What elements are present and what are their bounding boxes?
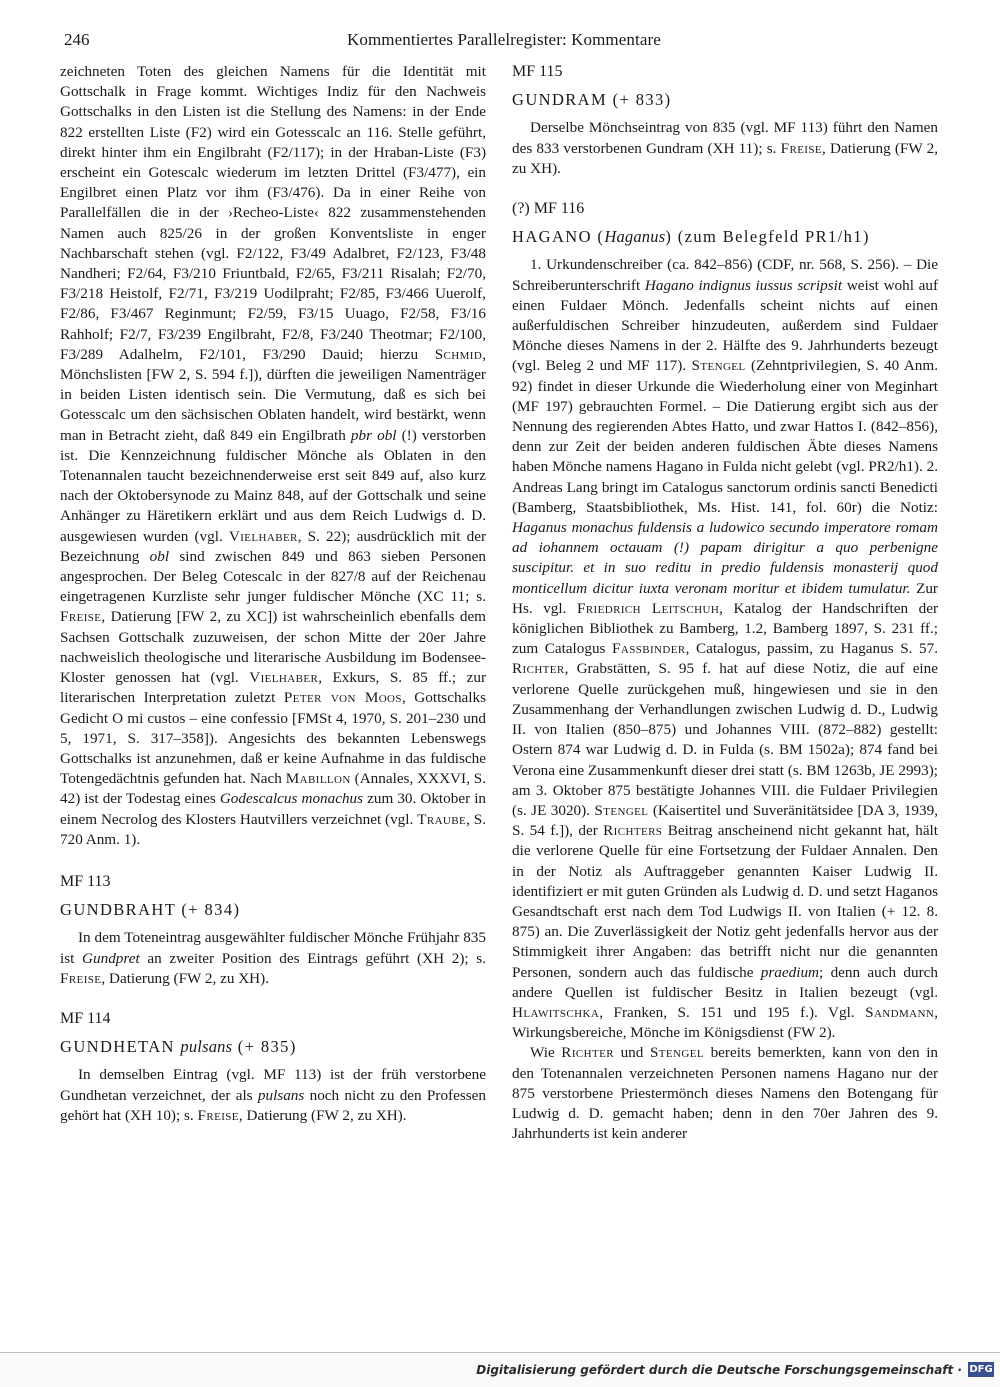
paragraph-hagano-continued: Wie Richter und Stengel bereits bemerkten, kann von den in den Totenannalen verzeichneten Personen namens Hagano nur der 875 verstorbene Priestermönch dieses Namens den Botengang für Ludwig d. D. gemacht haben; denn in den 70er Jahren des 9. Jahrhunderts ist kein anderer <box>512 1044 939 1143</box>
funding-notice: Digitalisierung gefördert durch die Deutsche Forschungsgemeinschaft · <box>476 1363 962 1377</box>
paragraph-mf116: 1. Urkundenschreiber (ca. 842–856) (CDF, nr. 568, S. 256). – Die Schreiberunterschrift Hagano indignus iussus scripsit weist wohl auf einen Fuldaer Mönch. Jedenfalls scheint nichts auf einen außerfuldischen Schreiber hinzudeuten, außerdem sind Fuldaer Mönche dieses Namens in der 2. Hälfte des 9. Jahrhunderts bezeugt (vgl. Beleg 2 und MF 117). Stengel (Zehntprivilegien, S. 40 Anm. 92) findet in dieser Urkunde die Wiederholung einer von Meginhart (MF 197) gebrauchten Formel. – Die Datierung ergibt sich aus der Nennung des regierenden Abtes Hatto, und zwar Hattos I. (842–856), denn zur Zeit der beiden anderen fuldischen Äbte dieses Namens haben Mönche namens Hagano in Fulda nicht gelebt (vgl. PR2/h1). 2. Andreas Lang bringt im Catalogus sanctorum ordinis sancti Benedicti (Bamberg, Staatsbibliothek, Ms. Hist. 141, fol. 60r) die Notiz: Haganus monachus fuldensis a ludowico secundo imperatore romam ad iohannem octauam (!) papam dirigitur a quo perbenigne suscipitur. et in suo reditu in predio fuldensis monasterij quod monticellum dicitur iuxta veronam moritur et ibidem tumulatur. Zur Hs. vgl. Friedrich Leitschuh, Katalog der Handschriften der königlichen Bibliothek zu Bamberg, 1.2, Bamberg 1897, S. 231 ff.; zum Catalogus Fassbinder, Catalogus, passim, zu Haganus S. 57. Richter, Grabstätten, S. 95 f. hat auf diese Notiz, die auf eine verlorene Quelle zurückgehen muß, hingewiesen und sie in den Zusammenhang der Verhandlungen zwischen Ludwig d. D., Ludwig II. von Italien (850–875) und Johannes VIII. (872–882) gestellt: Ostern 874 war Ludwig d. D. in Fulda (s. BM 1502a); 874 fand bei Verona eine Zusammenkunft dieser drei statt (s. BM 1263b, JE 2993); am 3. Oktober 875 bestätigte Johannes VIII. die Fuldaer Privilegien (s. JE 3020). Stengel (Kaisertitel und Suveränitätsidee [DA 3, 1939, S. 54 f.]), der Richters Beitrag anscheinend nicht gekannt hat, hält die verlorene Quelle für eine Fortsetzung der Fuldaer Annalen. Den in der Notiz als Auftraggeber genannten Kaiser Ludwig II. identifiziert er mit guten Gründen als Ludwig d. D. und setzt Haganos Gesandtschaft erst nach dem Tod Ludwigs II. von Italien (+ 12. 8. 875) an. Die Zuverlässigkeit der Notiz geht jedenfalls hervor aus der Stimmigkeit ihrer Angaben: das betrifft nicht nur die genannten Personen, sondern auch das fuldische praedium; denn auch durch andere Quellen ist fuldischer Besitz in Italien bezeugt (vgl. Hlawitschka, Franken, S. 151 und 195 f.). Vgl. Sandmann, Wirkungsbereiche, Mönche im Königsdienst (FW 2). <box>512 256 939 1042</box>
paragraph-mf114: In demselben Eintrag (vgl. MF 113) ist der früh verstorbene Gundhetan verzeichnet, der als pulsans noch nicht zu den Professen gehört hat (XH 10); s. Freise, Datierung (FW 2, zu XH). <box>60 1066 486 1124</box>
entry-code-mf114: MF 114 <box>60 1009 111 1027</box>
entry-heading-gundbraht: GUNDBRAHT (+ 834) <box>60 900 241 920</box>
paragraph-mf115: Derselbe Mönchseintrag von 835 (vgl. MF 113) führt den Namen des 833 verstorbenen Gundram (XH 11); s. Freise, Datierung (FW 2, zu XH). <box>512 119 938 177</box>
entry-heading-hagano: HAGANO (Haganus) (zum Belegfeld PR1/h1) <box>512 227 870 247</box>
footer-bar <box>0 1352 1000 1387</box>
entry-heading-gundhetan: GUNDHETAN pulsans (+ 835) <box>60 1037 297 1057</box>
entry-heading-gundram: GUNDRAM (+ 833) <box>512 90 672 110</box>
left-column <box>60 62 486 1126</box>
dfg-logo: DFG <box>969 1364 993 1375</box>
entry-code-mf115: MF 115 <box>512 63 563 80</box>
running-head: Kommentiertes Parallelregister: Kommentare <box>347 30 661 49</box>
paragraph-gottschalk: zeichneten Toten des gleichen Namens für die Identität mit Gottschalk in Frage kommt. Wichtiges Indiz für den Nachweis Gottschalks in den Listen ist die Stellung des Namens: in der Ende 822 erstellten Liste (F2) wird ein Gotesscalc an 116. Stelle geführt, direkt hinter ihm ein Engilbraht (F2/117); in der Hraban-Liste (F3) erscheint ein Gotescalc wiederum im letzten Drittel (F3/477), ein Engilbret einen Platz vor ihm (F3/476). Da in einer Reihe von Parallelfällen die in der ›Recheo-Liste‹ 822 zusammenstehenden Namen auch 825/26 in der großen Konventsliste in enger Nachbarschaft stehen (vgl. F2/122, F3/49 Adalbret, F2/123, F3/48 Nandheri; F2/64, F3/210 Friuntbald, F2/65, F3/211 Risalah; F2/70, F3/218 Heistolf, F2/71, F3/219 Uodilpraht; F2/85, F3/466 Uuerolf, F2/86, F3/467 Reginmunt; F2/59, F3/15 Uuago, F2/58, F3/16 Rahholf; F2/7, F3/239 Engilbraht, F2/8, F3/240 Theotmar; F2/100, F3/289 Adalhelm, F2/101, F3/290 Dauid; hierzu Schmid, Mönchslisten [FW 2, S. 594 f.]), dürften die jeweiligen Namenträger in beiden Listen identisch sein. Die Vermutung, daß es sich bei Gotesscalc um den sächsischen Oblaten handelt, wird bestärkt, wenn man in Betracht zieht, daß 849 ein Engilbrath pbr obl (!) verstorben ist. Die Kennzeichnung fuldischer Mönche als Oblaten in den Totenannalen taucht bezeichnenderweise erst seit 849 auf, also kurz nach der Oktobersynode zu Mainz 848, auf der Gottschalk und seine Anhänger zu Häretikern erklärt und aus dem Reich Ludwigs d. D. ausgewiesen wurden (vgl. Vielhaber, S. 22); ausdrücklich mit der Bezeichnung obl sind zwischen 849 und 863 sieben Personen angesprochen. Der Beleg Cotescalc in der 827/8 auf der Reichenau eingetragenen Kurzliste sehr junger fuldischer Mönche (XC 11; s. Freise, Datierung [FW 2, zu XC]) ist wahrscheinlich ebenfalls dem Sachsen Gottschalk zuzuweisen, der schon Mitte der 20er Jahre nachweislich theologische und literarische Ausbildung im Bodensee-Kloster genossen hat (vgl. Vielhaber, Exkurs, S. 85 ff.; zur literarischen Interpretation zuletzt Peter von Moos, Gottschalks Gedicht O mi custos – eine confessio [FMSt 4, 1970, S. 201–230 und 5, 1971, S. 317–358]). Angesichts des bekannten Lebenswegs Gottschalks ist anzunehmen, daß er keine Aufnahme in das fuldische Totengedächtnis gefunden hat. Nach Mabillon (Annales, XXXVI, S. 42) ist der Todestag eines Godescalcus monachus zum 30. Oktober in einem Necrolog des Klosters Hautvillers verzeichnet (vgl. Traube, S. 720 Anm. 1). <box>60 63 487 848</box>
entry-code-mf113: MF 113 <box>60 872 111 890</box>
right-column <box>512 62 938 1144</box>
page-number: 246 <box>64 30 90 49</box>
paragraph-mf113: In dem Toteneintrag ausgewählter fuldischer Mönche Frühjahr 835 ist Gundpret an zweiter Position des Eintrags geführt (XH 2); s. Freise, Datierung (FW 2, zu XH). <box>60 929 486 987</box>
entry-code-mf116: (?) MF 116 <box>512 200 585 218</box>
